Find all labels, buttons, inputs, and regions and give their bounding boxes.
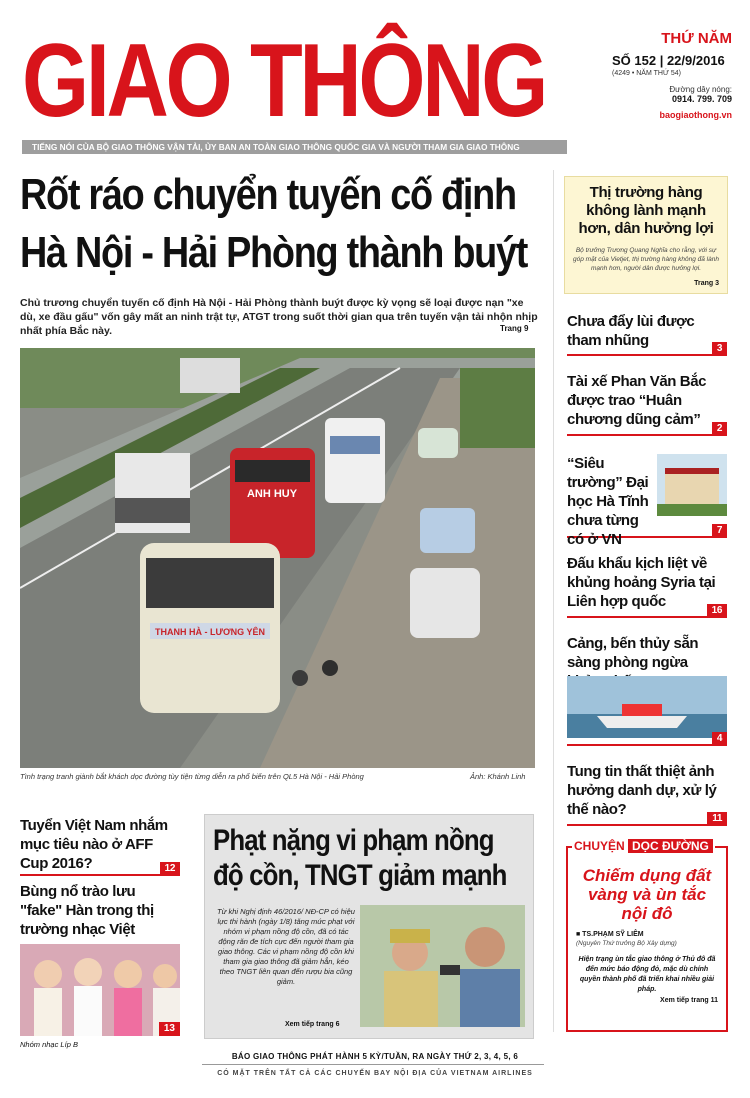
police-photo <box>360 905 525 1027</box>
masthead-title: GIAO THÔNG <box>22 23 546 139</box>
photo-caption: Tình trạng tranh giành bắt khách dọc đường tùy tiện từng diễn ra phổ biến trên QL5 Hà Nội - Hải Phòng <box>20 772 364 781</box>
sidebar-item-title: Tung tin thất thiệt ảnh hưởng danh dự, xử lý thế nào? <box>567 763 717 818</box>
photo-credit: Ảnh: Khánh Linh <box>470 772 526 781</box>
page-badge: 7 <box>712 524 727 538</box>
column-label-b: DỌC ĐƯỜNG <box>628 839 713 853</box>
main-headline[interactable] <box>20 166 528 282</box>
sidebar-item[interactable] <box>567 634 727 746</box>
sidebar-item[interactable] <box>567 312 727 356</box>
issue-info <box>612 30 732 120</box>
sidebar-item[interactable] <box>567 554 727 618</box>
sidebar-item[interactable] <box>567 762 727 826</box>
music-group-illustration <box>20 944 180 1036</box>
left-item-title: Tuyển Việt Nam nhắm mục tiêu nào ở AFF Cup 2016? <box>20 817 168 872</box>
column-more: Xem tiếp trang 11 <box>660 997 718 1004</box>
port-thumb <box>567 676 727 738</box>
column-label <box>572 839 715 853</box>
headline-line-2: Hà Nội - Hải Phòng thành buýt <box>20 228 528 277</box>
alcohol-article[interactable] <box>204 814 534 1039</box>
column-role: (Nguyên Thứ trưởng Bộ Xây dựng) <box>576 940 677 947</box>
bus-sign-white: THANH HÀ - LƯƠNG YÊN <box>155 627 265 637</box>
alcohol-title-2: độ cồn, TNGT giảm mạnh <box>213 859 507 892</box>
column-divider <box>553 170 554 1032</box>
footer-airline: CÓ MẶT TRÊN TẤT CẢ CÁC CHUYẾN BAY NỘI ĐỊA CỦA VIETNAM AIRLINES <box>217 1070 533 1077</box>
column-author: ■ TS.PHẠM SỸ LIÊM <box>576 931 644 938</box>
highway-illustration <box>20 348 535 768</box>
footer-divider <box>202 1064 544 1065</box>
hotline-number: 0914. 799. 709 <box>671 94 732 104</box>
bus-sign-red: ANH HUY <box>246 488 298 500</box>
column-title: Chiếm dụng đất vàng và ùn tắc nội đô <box>582 866 712 923</box>
page-badge: 13 <box>159 1022 180 1036</box>
masthead-tagline: TIẾNG NÓI CỦA BỘ GIAO THÔNG VẬN TẢI, ỦY BAN AN TOÀN GIAO THÔNG QUỐC GIA VÀ NGƯỜI THAM GIA GIAO THÔNG <box>22 140 567 154</box>
left-item[interactable] <box>20 816 180 876</box>
alcohol-more: Xem tiếp trang 6 <box>285 1021 340 1028</box>
issue-number: SỐ 152 | 22/9/2016 <box>612 53 725 68</box>
boat-illustration <box>567 676 727 738</box>
page-badge: 3 <box>712 342 727 356</box>
music-photo <box>20 944 180 1036</box>
sidebar-item-title: Tài xế Phan Văn Bắc được trao “Huân chương dũng cảm” <box>567 373 707 428</box>
sidebar-item-title: Đấu khẩu kịch liệt về khủng hoảng Syria tại Liên hợp quốc <box>567 555 716 610</box>
footer-publish: BÁO GIAO THÔNG PHÁT HÀNH 5 KỲ/TUẦN, RA NGÀY THỨ 2, 3, 4, 5, 6 <box>231 1052 519 1061</box>
sidebar-item-title: “Siêu trường” Đại học Hà Tĩnh chưa từng có ở VN <box>567 455 649 548</box>
featured-page: Trang 3 <box>694 280 719 287</box>
issue-weekday: THỨ NĂM <box>661 30 732 47</box>
page-badge: 4 <box>712 732 727 746</box>
university-illustration <box>657 454 727 516</box>
page-badge: 11 <box>707 812 727 826</box>
lead-page-ref: Trang 9 <box>500 324 529 333</box>
lead-paragraph: Chủ trương chuyển tuyến cố định Hà Nội - Hải Phòng thành buýt được kỳ vọng sẽ loại được nạn "xe dù, xe đầu gấu" vốn gây mất an ninh trật tự, ATGT trong suốt thời gian qua trên tuyến vận tải nhộn nhịp nhất phía Bắc này. <box>20 297 538 337</box>
main-photo <box>20 348 535 768</box>
hotline-label: Đường dây nóng: <box>669 85 732 94</box>
page-badge: 16 <box>707 604 727 618</box>
sidebar-item-title: Chưa đẩy lùi được tham nhũng <box>567 313 695 349</box>
column-text: Hiện trạng ùn tắc giao thông ở Thủ đô đã đến mức báo động đỏ, mặc dù chính quyền thành phố đã triển khai nhiều giải pháp. <box>578 956 716 993</box>
sidebar-item[interactable] <box>567 454 727 548</box>
column-label-a: CHUYỆN <box>574 839 625 853</box>
featured-box[interactable] <box>564 176 728 294</box>
alcohol-title-1: Phạt nặng vi phạm nồng <box>213 824 494 857</box>
university-thumb <box>657 454 727 516</box>
column-box[interactable] <box>566 839 728 1032</box>
police-illustration <box>360 905 525 1027</box>
left-item-title: Bùng nổ trào lưu "fake" Hàn trong thị trường nhạc Việt <box>20 883 154 938</box>
featured-text: Bộ trưởng Trương Quang Nghĩa cho rằng, với sự góp mặt của Vietjet, thị trường hàng không đã lành mạnh hơn, người dân được hưởng lợi. <box>573 247 719 272</box>
headline-line-1: Rốt ráo chuyển tuyến cố định <box>20 170 516 219</box>
page-badge: 2 <box>712 422 727 436</box>
sidebar-item[interactable] <box>567 372 727 436</box>
alcohol-text: Từ khi Nghị định 46/2016/ NĐ-CP có hiệu lực thi hành (ngày 1/8) tăng mức phạt với nhóm vi phạm nồng độ cồn, đã có tác động răn đe tích cực đến người tham gia giao thông. Các vi phạm nồng độ cồn khi tham gia giao thông đã giảm hẳn, kéo theo TNGT liên quan đến rượu bia cũng giảm. <box>217 907 355 986</box>
sidebar-item-title: Cảng, bến thủy sẵn sàng phòng ngừa <box>567 635 699 671</box>
issue-sub: (4249 • NĂM THỨ 54) <box>612 70 681 77</box>
site-link[interactable]: baogiaothong.vn <box>659 110 732 120</box>
music-caption: Nhóm nhạc Líp B <box>20 1040 78 1049</box>
featured-title: Thị trường hàng không lành mạnh hơn, dân hưởng lợi <box>578 184 714 237</box>
left-item[interactable] <box>20 882 180 942</box>
page-badge: 12 <box>160 862 180 876</box>
